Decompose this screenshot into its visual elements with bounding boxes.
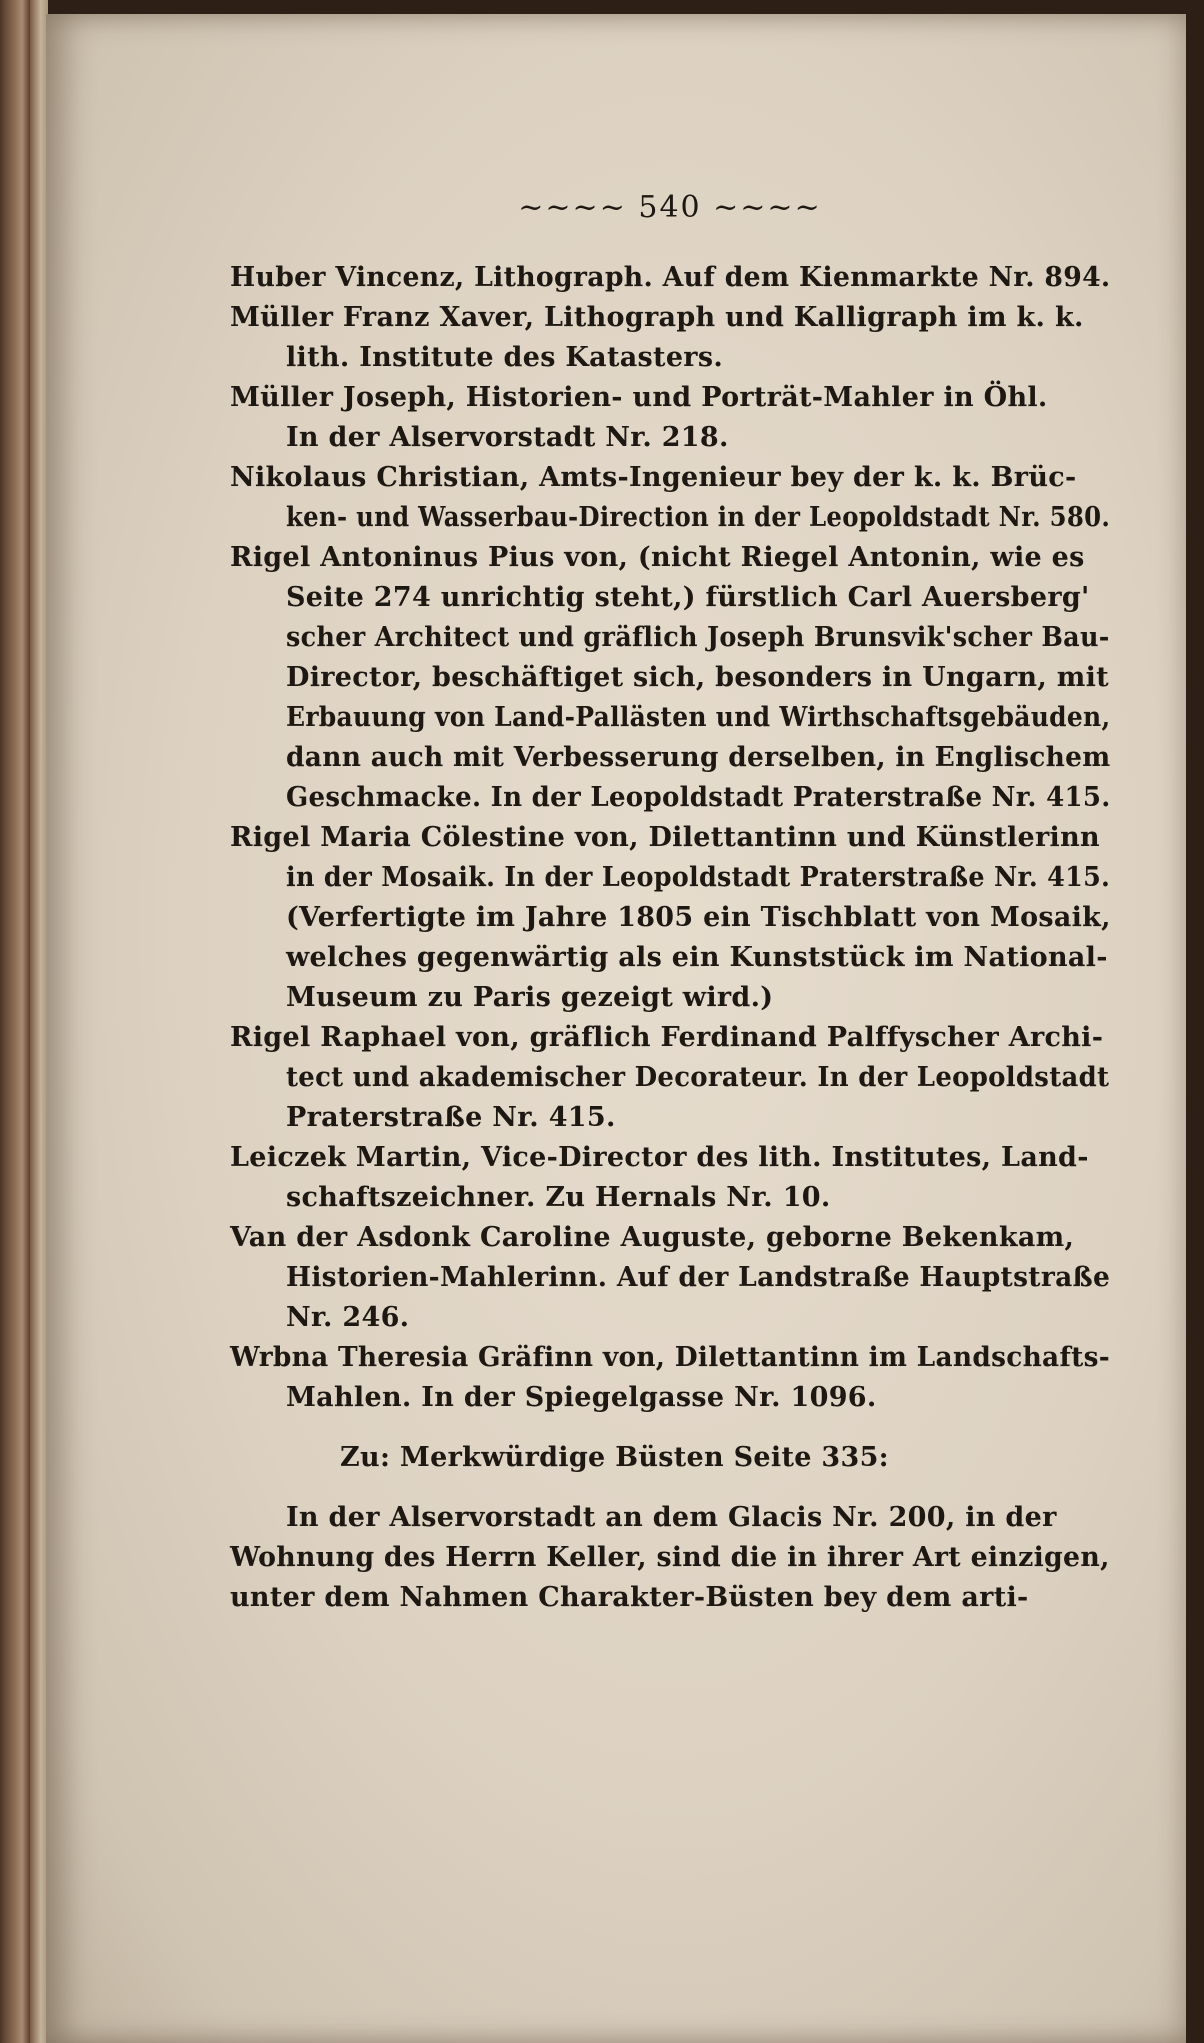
- text-line: Mahlen. In der Spiegelgasse Nr. 1096.: [286, 1382, 877, 1413]
- text-line: Müller Joseph, Historien- und Porträt-Mahler in Öhl.: [230, 382, 1048, 413]
- text-line: In der Alservorstadt Nr. 218.: [286, 422, 729, 453]
- section-heading: Zu: Merkwürdige Büsten Seite 335:: [340, 1442, 889, 1473]
- paragraph-line: In der Alservorstadt an dem Glacis Nr. 200, in der: [286, 1502, 1057, 1533]
- text-line: in der Mosaik. In der Leopoldstadt Praterstraße Nr. 415.: [286, 862, 1111, 893]
- text-line: welches gegenwärtig als ein Kunststück im National-: [286, 942, 1108, 973]
- text-line: Nr. 246.: [286, 1302, 410, 1333]
- paragraph-line: unter dem Nahmen Charakter-Büsten bey dem arti-: [230, 1582, 1029, 1613]
- text-line: scher Architect und gräflich Joseph Brunsvik'scher Bau-: [286, 622, 1110, 653]
- text-line: Rigel Antoninus Pius von, (nicht Riegel Antonin, wie es: [230, 542, 1085, 573]
- text-line: schaftszeichner. Zu Hernals Nr. 10.: [286, 1182, 831, 1213]
- text-line: Erbauung von Land-Pallästen und Wirthschaftsgebäuden,: [286, 702, 1111, 733]
- text-line: Geschmacke. In der Leopoldstadt Praterstraße Nr. 415.: [286, 782, 1111, 813]
- text-line: Museum zu Paris gezeigt wird.): [286, 982, 774, 1013]
- text-line: dann auch mit Verbesserung derselben, in Englischem: [286, 742, 1111, 773]
- text-line: Historien-Mahlerinn. Auf der Landstraße Hauptstraße: [286, 1262, 1111, 1293]
- text-line: Van der Asdonk Caroline Auguste, geborne Bekenkam,: [230, 1222, 1075, 1253]
- text-line: ken- und Wasserbau-Direction in der Leopoldstadt Nr. 580.: [286, 502, 1111, 533]
- text-line: Rigel Raphael von, gräflich Ferdinand Palffyscher Archi-: [230, 1022, 1104, 1053]
- text-line: (Verfertigte im Jahre 1805 ein Tischblatt von Mosaik,: [286, 902, 1111, 933]
- page-number: ~~~~ 540 ~~~~: [518, 190, 822, 225]
- text-line: Nikolaus Christian, Amts-Ingenieur bey der k. k. Brüc-: [230, 462, 1077, 493]
- text-line: lith. Institute des Katasters.: [286, 342, 724, 373]
- text-line: Praterstraße Nr. 415.: [286, 1102, 616, 1133]
- text-line: Huber Vincenz, Lithograph. Auf dem Kienmarkte Nr. 894.: [230, 262, 1111, 293]
- text-line: Rigel Maria Cölestine von, Dilettantinn und Künstlerinn: [230, 822, 1100, 853]
- text-line: Müller Franz Xaver, Lithograph und Kalligraph im k. k.: [230, 302, 1084, 333]
- text-line: Wrbna Theresia Gräfinn von, Dilettantinn im Landschafts-: [230, 1342, 1110, 1373]
- paragraph-line: Wohnung des Herrn Keller, sind die in ihrer Art einzigen,: [230, 1542, 1110, 1573]
- text-line: Seite 274 unrichtig steht,) fürstlich Carl Auersberg': [286, 582, 1090, 613]
- text-line: Director, beschäftiget sich, besonders in Ungarn, mit: [286, 662, 1109, 693]
- text-line: tect und akademischer Decorateur. In der Leopoldstadt: [286, 1062, 1110, 1093]
- text-line: Leiczek Martin, Vice-Director des lith. Institutes, Land-: [230, 1142, 1089, 1173]
